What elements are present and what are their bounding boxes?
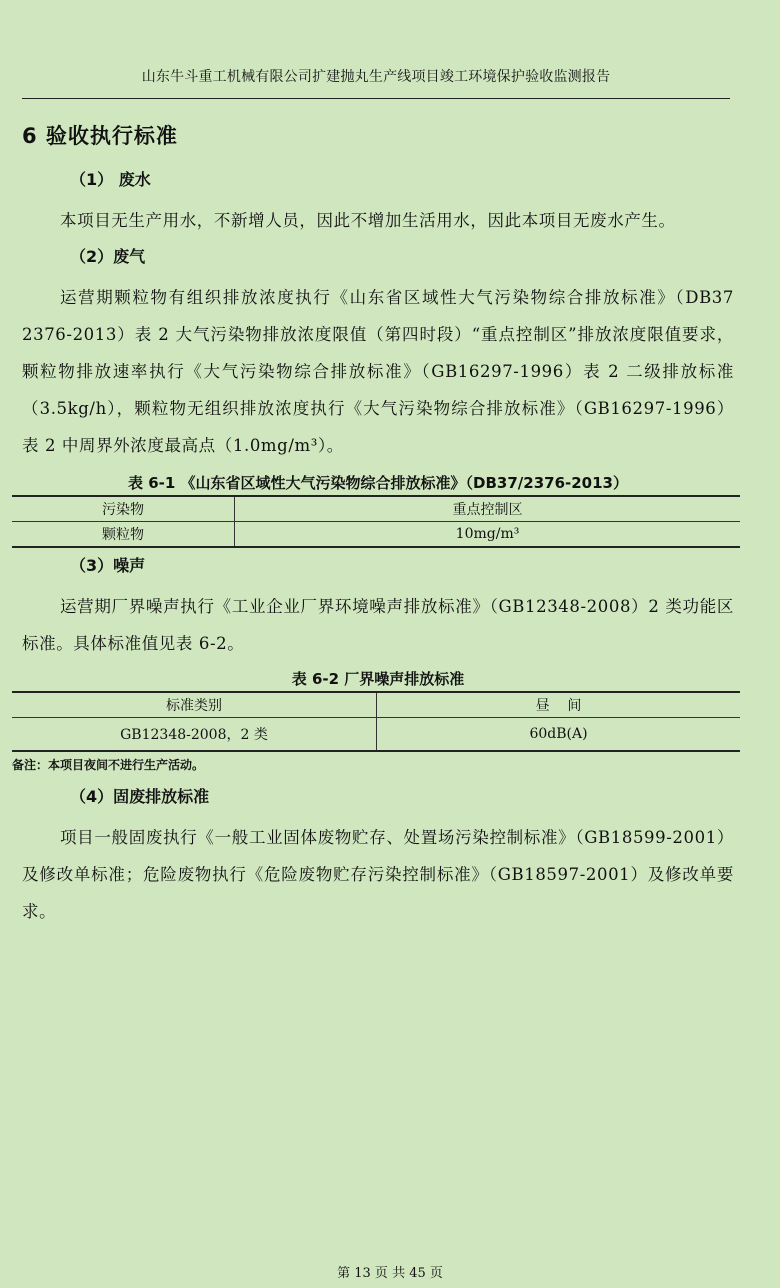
solid-waste-paragraph: 项目一般固废执行《一般工业固体废物贮存、处置场污染控制标准》（GB18599-2001）及修改单标准；危险废物执行《危险废物贮存污染控制标准》（GB18597-2001）及修改单要求。 (22, 828, 734, 921)
subsection-wastewater-title: （1） 废水 (70, 170, 151, 189)
table-cell: GB12348-2008，2 类 (12, 718, 377, 752)
table-header-cell: 标准类别 (12, 692, 377, 718)
table-6-1 (12, 495, 740, 548)
table-header-cell: 重点控制区 (235, 496, 741, 522)
table-row (12, 522, 740, 548)
noise-paragraph: 运营期厂界噪声执行《工业企业厂界环境噪声排放标准》（GB12348-2008）2 类功能区标准。具体标准值见表 6-2。 (22, 597, 734, 653)
header-divider (22, 98, 730, 99)
table-row (12, 718, 740, 752)
table-cell: 60dB(A) (377, 718, 741, 752)
table-cell: 颗粒物 (12, 522, 235, 548)
table-cell: 10mg/m³ (235, 522, 741, 548)
table-header-row (12, 692, 740, 718)
subsection-solid-waste-title: （4）固废排放标准 (70, 787, 210, 806)
subsection-exhaust-title: （2）废气 (70, 247, 146, 266)
wastewater-paragraph: 本项目无生产用水，不新增人员，因此不增加生活用水，因此本项目无废水产生。 (60, 211, 676, 230)
table-6-2-caption: 表 6-2 厂界噪声排放标准 (291, 670, 465, 688)
page-header: 山东牛斗重工机械有限公司扩建抛丸生产线项目竣工环境保护验收监测报告 (141, 69, 611, 85)
table-header-row (12, 496, 740, 522)
table-header-cell: 污染物 (12, 496, 235, 522)
table-note: 备注：本项目夜间不进行生产活动。 (12, 758, 205, 772)
table-header-cell: 昼 间 (377, 692, 741, 718)
section-title: 6 验收执行标准 (22, 124, 178, 148)
page-number: 第 13 页 共 45 页 (337, 1266, 443, 1281)
exhaust-paragraph: 运营期颗粒物有组织排放浓度执行《山东省区域性大气污染物综合排放标准》（DB37 2376-2013）表 2 大气污染物排放浓度限值（第四时段）“重点控制区”排放浓度限值要求，颗粒物排放速率执行《大气污染物综合排放标准》（GB16297-1996）表 2 二级排放标准（3.5kg/h），颗粒物无组织排放浓度执行《大气污染物综合排放标准》（GB16297-1996）表 2 中周界外浓度最高点（1.0mg/m³）。 (22, 288, 734, 455)
report-body (12, 114, 734, 930)
table-6-2 (12, 691, 740, 752)
table-6-1-caption: 表 6-1 《山东省区域性大气污染物综合排放标准》（DB37/2376-2013） (127, 474, 628, 492)
subsection-noise-title: （3）噪声 (70, 556, 146, 575)
